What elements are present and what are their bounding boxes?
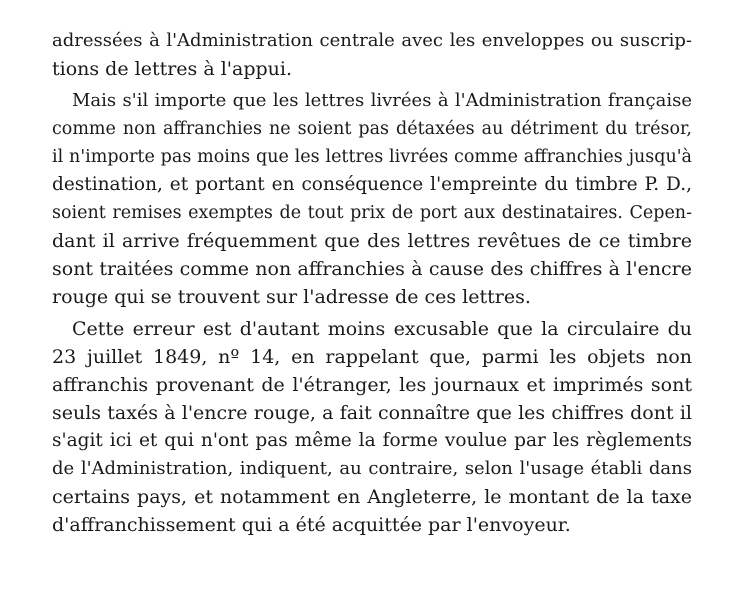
text-line: Cette erreur est d'autant moins excusable que la circulaire du [72, 318, 692, 340]
text-line: adressées à l'Administration centrale avec les enveloppes ou suscrip- [52, 30, 692, 51]
text-line: certains pays, et notamment en Angleterre, le montant de la taxe [52, 486, 692, 508]
text-line: soient remises exemptes de tout prix de port aux destinataires. Cepen- [52, 203, 692, 223]
text-line: destination, et portant en conséquence l'empreinte du timbre P. D., [52, 174, 692, 195]
text-line: de l'Administration, indiquent, au contraire, selon l'usage établi dans [52, 458, 692, 479]
text-line: tions de lettres à l'appui. [52, 58, 293, 80]
text-line: dant il arrive fréquemment que des lettres revêtues de ce timbre [52, 230, 692, 252]
text-line: 23 juillet 1849, nº 14, en rappelant que, parmi les objets non [52, 346, 692, 368]
text-line: affranchis provenant de l'étranger, les journaux et imprimés sont [52, 374, 692, 396]
text-line: seuls taxés à l'encre rouge, a fait connaître que les chiffres dont il [52, 402, 692, 424]
text-line: rouge qui se trouvent sur l'adresse de ces lettres. [52, 286, 531, 308]
text-line: il n'importe pas moins que les lettres livrées comme affranchies jusqu'à [52, 147, 692, 167]
text-line: Mais s'il importe que les lettres livrées à l'Administration française [72, 90, 692, 111]
text-line: d'affranchissement qui a été acquittée par l'envoyeur. [52, 514, 571, 536]
text-line: s'agit ici et qui n'ont pas même la forme voulue par les règlements [52, 430, 692, 451]
text-line: comme non affranchies ne soient pas détaxées au détriment du trésor, [52, 119, 692, 139]
text-line: sont traitées comme non affranchies à cause des chiffres à l'encre [52, 258, 692, 280]
